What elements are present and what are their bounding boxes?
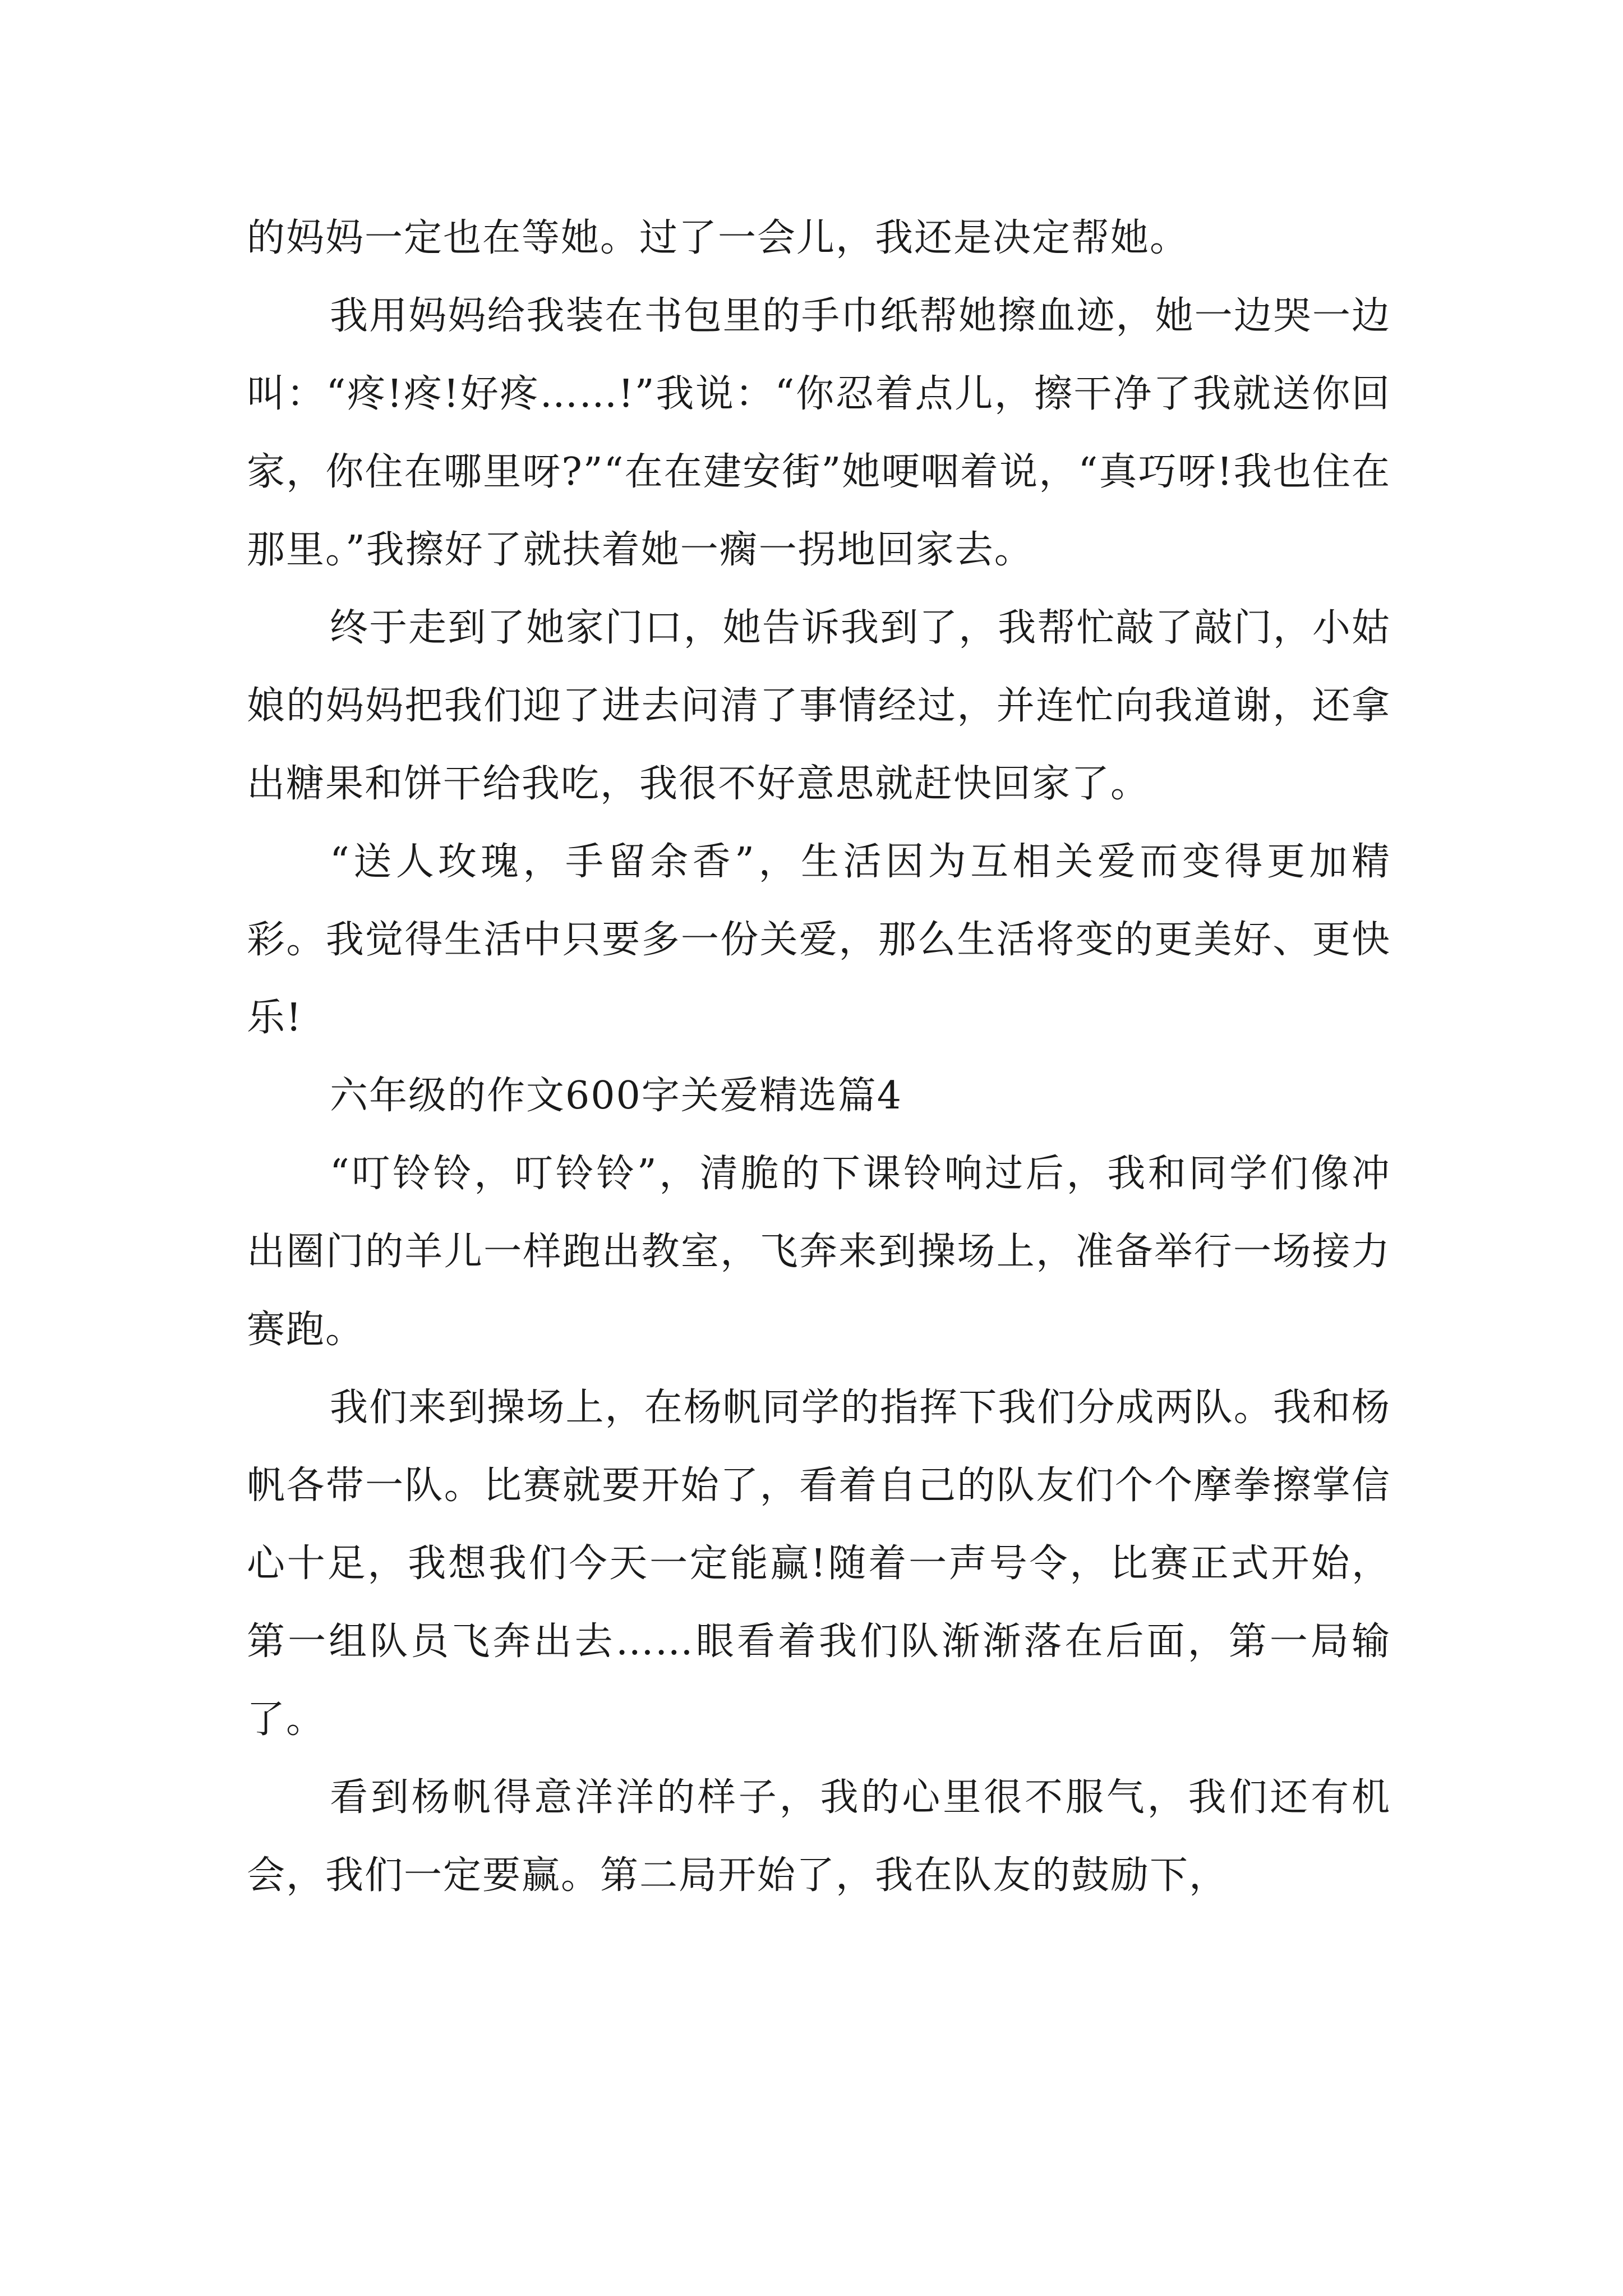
section-heading: 六年级的作文600字关爱精选篇4 [330, 1074, 903, 1118]
paragraph-continuation: 的妈妈一定也在等她。过了一会儿，我还是决定帮她。 [247, 216, 1189, 260]
paragraph: 终于走到了她家门口，她告诉我到了，我帮忙敲了敲门，小姑娘的妈妈把我们迎了进去问清了事情经过，并连忙向我道谢，还拿出糖果和饼干给我吃，我很不好意思就赶快回家了。 [247, 606, 1391, 806]
document-body [247, 199, 1391, 1915]
paragraph: “送人玫瑰，手留余香”，生活因为互相关爱而变得更加精彩。我觉得生活中只要多一份关爱，那么生活将变的更美好、更快乐! [247, 840, 1391, 1040]
paragraph: 看到杨帆得意洋洋的样子，我的心里很不服气，我们还有机会，我们一定要赢。第二局开始了，我在队友的鼓励下， [247, 1775, 1391, 1898]
paragraph: 我用妈妈给我装在书包里的手巾纸帮她擦血迹，她一边哭一边叫：“疼!疼!好疼……!”我说：“你忍着点儿，擦干净了我就送你回家，你住在哪里呀?”“在在建安街”她哽咽着说，“真巧呀!我也住在那里。”我擦好了就扶着她一瘸一拐地回家去。 [247, 294, 1391, 572]
paragraph: “叮铃铃，叮铃铃”，清脆的下课铃响过后，我和同学们像冲出圈门的羊儿一样跑出教室，飞奔来到操场上，准备举行一场接力赛跑。 [247, 1152, 1391, 1352]
paragraph: 我们来到操场上，在杨帆同学的指挥下我们分成两队。我和杨帆各带一队。比赛就要开始了，看着自己的队友们个个摩拳擦掌信心十足，我想我们今天一定能赢!随着一声号令，比赛正式开始，第一组队员飞奔出去……眼看着我们队渐渐落在后面，第一局输了。 [247, 1386, 1391, 1742]
